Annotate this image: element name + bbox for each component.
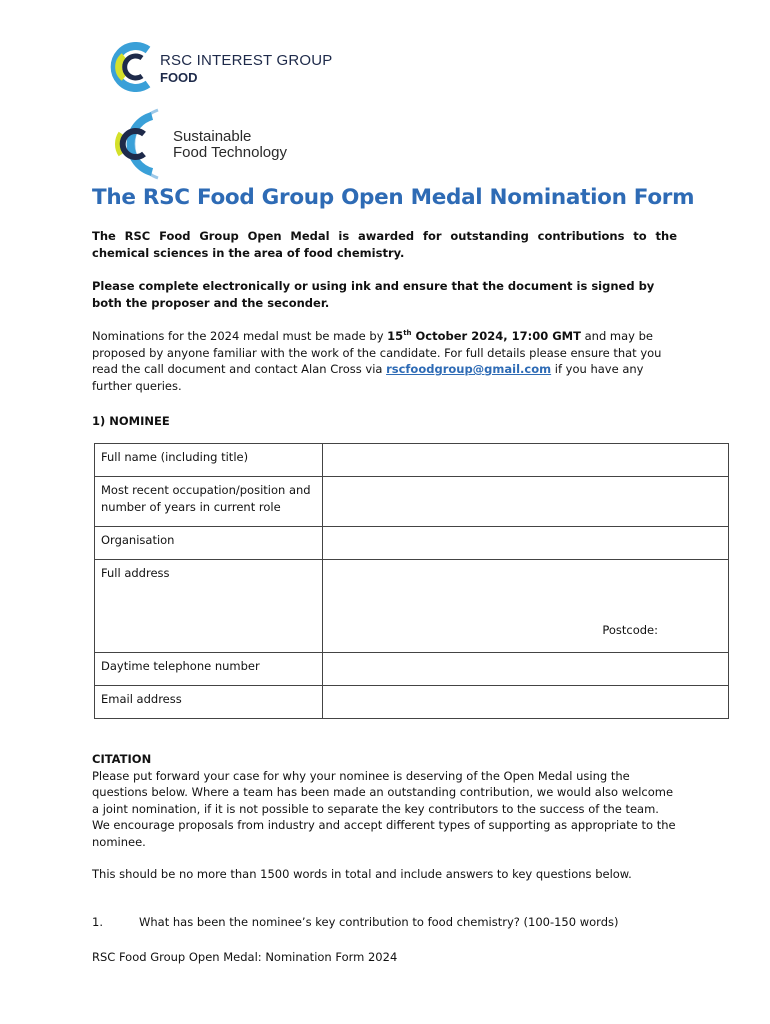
organisation-input[interactable] xyxy=(323,527,729,560)
question-number: 1. xyxy=(92,915,103,929)
deadline-text-c: if you have any further queries. xyxy=(92,362,644,393)
field-label: Email address xyxy=(95,686,323,719)
full-address-input[interactable] xyxy=(323,560,729,653)
field-label: Most recent occupation/position and number of years in current role xyxy=(95,477,323,527)
email-input[interactable] xyxy=(323,686,729,719)
table-row xyxy=(95,477,729,527)
table-row xyxy=(95,527,729,560)
sustainable-food-technology-logo xyxy=(100,106,320,182)
citation-paragraph-3: This should be no more than 1500 words in total and include answers to key questions below. xyxy=(92,867,632,881)
telephone-input[interactable] xyxy=(323,653,729,686)
citation-paragraph-2: We encourage proposals from industry and accept different types of supporting as appropriate to the nominee. xyxy=(92,818,676,849)
citation-paragraph-1: Please put forward your case for why your nominee is deserving of the Open Medal using the questions below. Where a team has been made an outstanding contribution, we would also welcome a joint nomination, if it is not possible to separate the key contributors to the success of the team. xyxy=(92,768,674,816)
deadline-text-b: and may be proposed by anyone familiar with the work of the candidate. For full details please ensure that you read the call document and contact Alan Cross via xyxy=(92,329,662,376)
intro-paragraph-instructions: Please complete electronically or using ink and ensure that the document is signed by both the proposer and the seconder. xyxy=(92,279,655,310)
occupation-input[interactable] xyxy=(323,477,729,527)
rsc-logo-line2: FOOD xyxy=(160,70,198,85)
table-row xyxy=(95,560,729,653)
nominee-section-heading: 1) NOMINEE xyxy=(92,414,170,428)
deadline-date: 15th October 2024, 17:00 GMT xyxy=(387,329,581,343)
page-footer: RSC Food Group Open Medal: Nomination Form 2024 xyxy=(92,950,398,964)
field-label: Daytime telephone number xyxy=(95,653,323,686)
table-row xyxy=(95,653,729,686)
sft-logo-line2: Food Technology xyxy=(173,144,287,161)
page-title: The RSC Food Group Open Medal Nomination Form xyxy=(92,185,695,210)
citation-heading: CITATION xyxy=(92,752,152,766)
question-text: What has been the nominee’s key contribution to food chemistry? (100-150 words) xyxy=(139,915,619,929)
field-label: Full name (including title) xyxy=(95,444,323,477)
contact-email-link[interactable]: rscfoodgroup@gmail.com xyxy=(386,362,552,376)
postcode-label: Postcode: xyxy=(602,622,658,637)
intro-paragraph-award: The RSC Food Group Open Medal is awarded for outstanding contributions to the chemical sciences in the area of food chemistry. xyxy=(92,229,677,260)
table-row xyxy=(95,686,729,719)
sft-logo-line1: Sustainable xyxy=(173,128,252,145)
sft-c-emblem-icon xyxy=(100,106,170,182)
rsc-interest-group-food-logo xyxy=(108,42,338,92)
full-name-input[interactable] xyxy=(323,444,729,477)
question-1 xyxy=(92,915,618,929)
rsc-logo-line1: RSC INTEREST GROUP xyxy=(160,52,333,69)
field-label: Full address xyxy=(95,560,323,653)
citation-section xyxy=(92,751,682,883)
nominee-table xyxy=(94,443,729,719)
deadline-text-a: Nominations for the 2024 medal must be made by xyxy=(92,329,388,343)
field-label: Organisation xyxy=(95,527,323,560)
rsc-c-emblem-icon xyxy=(108,42,158,92)
table-row xyxy=(95,444,729,477)
intro-paragraph-deadline xyxy=(92,328,682,394)
